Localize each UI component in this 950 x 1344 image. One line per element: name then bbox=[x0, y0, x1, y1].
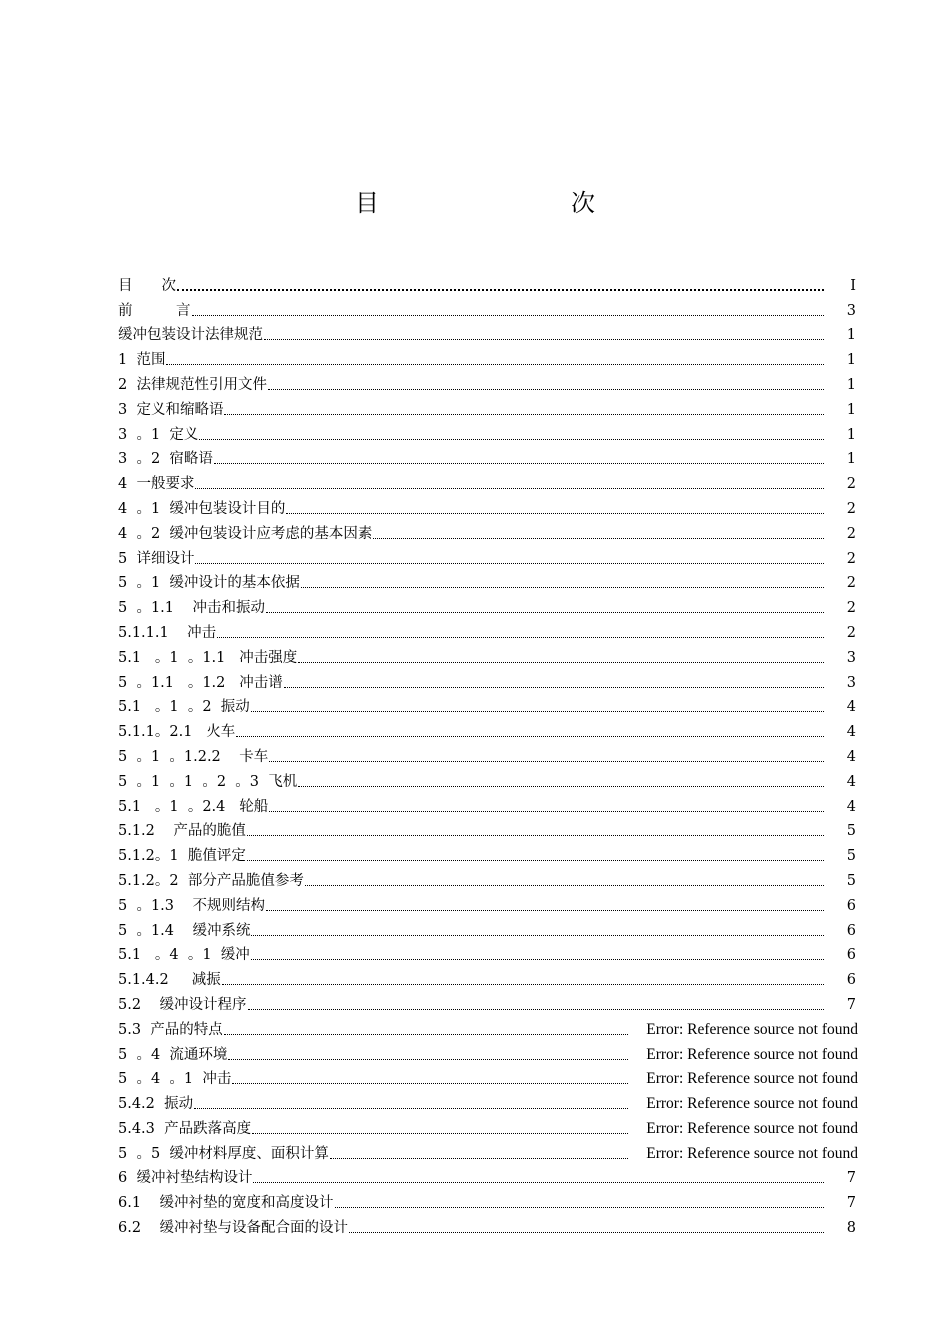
toc-entry-title: 缓冲包装设计法律规范 bbox=[118, 327, 263, 344]
toc-entry[interactable] bbox=[118, 1187, 858, 1212]
toc-entry-page: 6 bbox=[846, 922, 856, 939]
toc-entry-page: 1 bbox=[846, 352, 856, 369]
toc-entry-title: 5 。1.1 。1.2 冲击谱 bbox=[118, 674, 283, 691]
toc-entry-page: 6 bbox=[846, 947, 856, 964]
toc-entry-title: 5 。1.1 冲击和振动 bbox=[118, 600, 265, 617]
toc-entry[interactable] bbox=[118, 642, 858, 667]
toc-entry[interactable] bbox=[118, 890, 858, 915]
toc-entry[interactable] bbox=[118, 419, 858, 444]
toc-entry[interactable] bbox=[118, 1163, 858, 1188]
toc-entry[interactable] bbox=[118, 816, 858, 841]
toc-entry-page: Error: Reference source not found bbox=[646, 1045, 858, 1063]
toc-entry-title: 5 。1 缓冲设计的基本依据 bbox=[118, 575, 300, 592]
toc-entry-page: 1 bbox=[846, 376, 856, 393]
toc-entry[interactable] bbox=[118, 444, 858, 469]
toc-entry-page: 7 bbox=[846, 996, 856, 1013]
toc-entry[interactable] bbox=[118, 468, 858, 493]
toc-entry-page: Error: Reference source not found bbox=[646, 1070, 858, 1088]
toc-entry-page: 4 bbox=[846, 724, 856, 741]
table-of-contents bbox=[118, 270, 858, 1237]
toc-entry[interactable] bbox=[118, 840, 858, 865]
toc-entry-page: 3 bbox=[846, 302, 856, 319]
toc-leader-dots bbox=[222, 983, 824, 985]
toc-leader-dots bbox=[266, 909, 824, 911]
toc-entry-page: 2 bbox=[846, 476, 856, 493]
toc-entry-page: 2 bbox=[846, 550, 856, 567]
toc-entry[interactable] bbox=[118, 716, 858, 741]
toc-entry-page: 5 bbox=[846, 872, 856, 889]
toc-entry-page: 2 bbox=[846, 525, 856, 542]
toc-leader-dots bbox=[269, 760, 824, 762]
toc-leader-dots bbox=[236, 735, 824, 737]
toc-entry-title: 5.4.3 产品跌落高度 bbox=[118, 1120, 252, 1137]
toc-leader-dots bbox=[284, 686, 824, 688]
toc-leader-dots bbox=[194, 1107, 628, 1109]
toc-entry-title: 6.1 缓冲衬垫的宽度和高度设计 bbox=[118, 1195, 334, 1212]
toc-entry-page: Error: Reference source not found bbox=[646, 1095, 858, 1113]
toc-leader-dots bbox=[253, 1181, 824, 1183]
toc-entry[interactable] bbox=[118, 369, 858, 394]
toc-entry[interactable] bbox=[118, 394, 858, 419]
toc-entry-page: 7 bbox=[846, 1170, 856, 1187]
toc-entry-title: 3 。2 宿略语 bbox=[118, 451, 213, 468]
toc-entry[interactable] bbox=[118, 791, 858, 816]
toc-leader-dots bbox=[248, 1008, 825, 1010]
toc-entry-title: 6.2 缓冲衬垫与设备配合面的设计 bbox=[118, 1220, 348, 1237]
toc-leader-dots bbox=[269, 810, 824, 812]
toc-leader-dots bbox=[224, 413, 824, 415]
toc-leader-dots bbox=[286, 512, 824, 514]
toc-entry-title: 5.1 。1 。1.1 冲击强度 bbox=[118, 649, 298, 666]
toc-leader-dots bbox=[192, 314, 825, 316]
toc-entry[interactable] bbox=[118, 1212, 858, 1237]
toc-entry-page: Error: Reference source not found bbox=[646, 1020, 858, 1038]
toc-leader-dots bbox=[214, 462, 824, 464]
toc-entry[interactable] bbox=[118, 592, 858, 617]
toc-leader-dots bbox=[195, 562, 824, 564]
toc-leader-dots bbox=[335, 1206, 825, 1208]
toc-leader-dots bbox=[268, 388, 824, 390]
toc-entry-title: 5.1 。1 。2 振动 bbox=[118, 699, 250, 716]
toc-entry[interactable] bbox=[118, 518, 858, 543]
toc-entry-page: Error: Reference source not found bbox=[646, 1144, 858, 1162]
toc-entry-title: 5.4.2 振动 bbox=[118, 1096, 194, 1113]
toc-entry-title: 5.1.2 产品的脆值 bbox=[118, 823, 246, 840]
toc-entry[interactable] bbox=[118, 989, 858, 1014]
toc-entry-title: 5 。4 流通环境 bbox=[118, 1046, 228, 1063]
toc-entry-page: I bbox=[850, 277, 856, 294]
toc-entry[interactable] bbox=[118, 692, 858, 717]
toc-entry[interactable] bbox=[118, 1014, 858, 1039]
toc-entry-page: 3 bbox=[846, 649, 856, 666]
toc-leader-dots bbox=[373, 537, 824, 539]
toc-entry-page: Error: Reference source not found bbox=[646, 1119, 858, 1137]
toc-entry-page: 3 bbox=[846, 674, 856, 691]
toc-entry-page: 1 bbox=[846, 451, 856, 468]
toc-leader-dots bbox=[195, 487, 824, 489]
toc-entry-page: 4 bbox=[846, 748, 856, 765]
toc-entry-title: 5.1 。4 。1 缓冲 bbox=[118, 947, 250, 964]
toc-entry-title: 5.3 产品的特点 bbox=[118, 1021, 223, 1038]
toc-leader-dots bbox=[252, 1132, 628, 1134]
toc-entry-title: 5.1.2。2 部分产品脆值参考 bbox=[118, 872, 304, 889]
toc-entry-page: 2 bbox=[846, 500, 856, 517]
toc-entry-page: 6 bbox=[846, 897, 856, 914]
toc-entry[interactable] bbox=[118, 568, 858, 593]
toc-leader-dots bbox=[166, 363, 824, 365]
toc-leader-dots bbox=[247, 859, 824, 861]
toc-leader-dots bbox=[301, 586, 824, 588]
toc-entry-page: 1 bbox=[846, 401, 856, 418]
toc-leader-dots bbox=[224, 1033, 628, 1035]
toc-entry-title: 5 。4 。1 冲击 bbox=[118, 1071, 232, 1088]
toc-entry-page: 7 bbox=[846, 1195, 856, 1212]
toc-entry-page: 4 bbox=[846, 773, 856, 790]
toc-entry[interactable] bbox=[118, 320, 858, 345]
toc-leader-dots bbox=[251, 934, 824, 936]
toc-entry-page: 8 bbox=[846, 1220, 856, 1237]
toc-leader-dots bbox=[264, 338, 824, 340]
toc-entry-title: 6 缓冲衬垫结构设计 bbox=[118, 1170, 253, 1187]
toc-entry[interactable] bbox=[118, 493, 858, 518]
toc-entry-title: 5.2 缓冲设计程序 bbox=[118, 996, 247, 1013]
toc-leader-dots bbox=[232, 1082, 628, 1084]
toc-entry-page: 1 bbox=[846, 426, 856, 443]
toc-entry-page: 6 bbox=[846, 972, 856, 989]
page-title: 目 次 bbox=[355, 189, 643, 217]
toc-leader-dots bbox=[330, 1157, 628, 1159]
toc-entry-page: 4 bbox=[846, 699, 856, 716]
toc-entry[interactable] bbox=[118, 1064, 858, 1089]
toc-entry-title: 5 详细设计 bbox=[118, 550, 195, 567]
toc-leader-dots bbox=[177, 288, 824, 291]
toc-entry[interactable] bbox=[118, 741, 858, 766]
toc-entry-title: 目 次 bbox=[118, 277, 176, 294]
toc-entry[interactable] bbox=[118, 295, 858, 320]
toc-entry-title: 5.1.1。2.1 火车 bbox=[118, 724, 236, 741]
toc-entry-page: 1 bbox=[846, 327, 856, 344]
toc-entry-title: 5 。1 。1.2.2 卡车 bbox=[118, 748, 269, 765]
toc-entry[interactable] bbox=[118, 1113, 858, 1138]
toc-entry-title: 4 。1 缓冲包装设计目的 bbox=[118, 500, 286, 517]
toc-entry[interactable] bbox=[118, 865, 858, 890]
toc-leader-dots bbox=[251, 710, 824, 712]
toc-leader-dots bbox=[199, 438, 824, 440]
toc-entry-title: 前 言 bbox=[118, 302, 191, 319]
toc-entry[interactable] bbox=[118, 915, 858, 940]
toc-entry-page: 2 bbox=[846, 624, 856, 641]
toc-entry[interactable] bbox=[118, 1039, 858, 1064]
toc-leader-dots bbox=[349, 1231, 824, 1233]
toc-leader-dots bbox=[247, 834, 824, 836]
toc-entry-title: 5 。5 缓冲材料厚度、面积计算 bbox=[118, 1145, 329, 1162]
toc-entry-page: 4 bbox=[846, 798, 856, 815]
toc-entry-page: 2 bbox=[846, 575, 856, 592]
toc-entry-title: 5 。1.3 不规则结构 bbox=[118, 897, 265, 914]
toc-entry-title: 2 法律规范性引用文件 bbox=[118, 376, 267, 393]
toc-entry[interactable] bbox=[118, 667, 858, 692]
toc-leader-dots bbox=[251, 958, 824, 960]
toc-entry[interactable] bbox=[118, 344, 858, 369]
toc-entry-page: 2 bbox=[846, 600, 856, 617]
toc-leader-dots bbox=[228, 1058, 628, 1060]
toc-entry[interactable] bbox=[118, 940, 858, 965]
toc-entry-title: 3 。1 定义 bbox=[118, 426, 199, 443]
toc-leader-dots bbox=[298, 785, 824, 787]
toc-entry-title: 5.1.4.2 减振 bbox=[118, 972, 221, 989]
toc-leader-dots bbox=[266, 611, 824, 613]
toc-entry-title: 5.1 。1 。2.4 轮船 bbox=[118, 798, 269, 815]
toc-entry[interactable] bbox=[118, 543, 858, 568]
toc-entry-title: 5.1.2。1 脆值评定 bbox=[118, 848, 246, 865]
toc-entry-title: 1 范围 bbox=[118, 352, 166, 369]
toc-entry[interactable] bbox=[118, 1088, 858, 1113]
toc-entry-page: 5 bbox=[846, 848, 856, 865]
toc-entry-title: 5 。1.4 缓冲系统 bbox=[118, 922, 251, 939]
toc-entry[interactable] bbox=[118, 766, 858, 791]
toc-entry[interactable] bbox=[118, 617, 858, 642]
toc-entry[interactable] bbox=[118, 964, 858, 989]
toc-entry-title: 4 一般要求 bbox=[118, 476, 195, 493]
toc-leader-dots bbox=[217, 636, 824, 638]
toc-entry-title: 4 。2 缓冲包装设计应考虑的基本因素 bbox=[118, 525, 373, 542]
toc-entry-title: 5 。1 。1 。2 。3 飞机 bbox=[118, 773, 298, 790]
toc-entry-title: 5.1.1.1 冲击 bbox=[118, 624, 217, 641]
toc-leader-dots bbox=[305, 884, 824, 886]
toc-entry[interactable] bbox=[118, 270, 858, 295]
toc-entry-title: 3 定义和缩略语 bbox=[118, 401, 224, 418]
toc-entry[interactable] bbox=[118, 1138, 858, 1163]
toc-leader-dots bbox=[298, 661, 824, 663]
toc-entry-page: 5 bbox=[846, 823, 856, 840]
